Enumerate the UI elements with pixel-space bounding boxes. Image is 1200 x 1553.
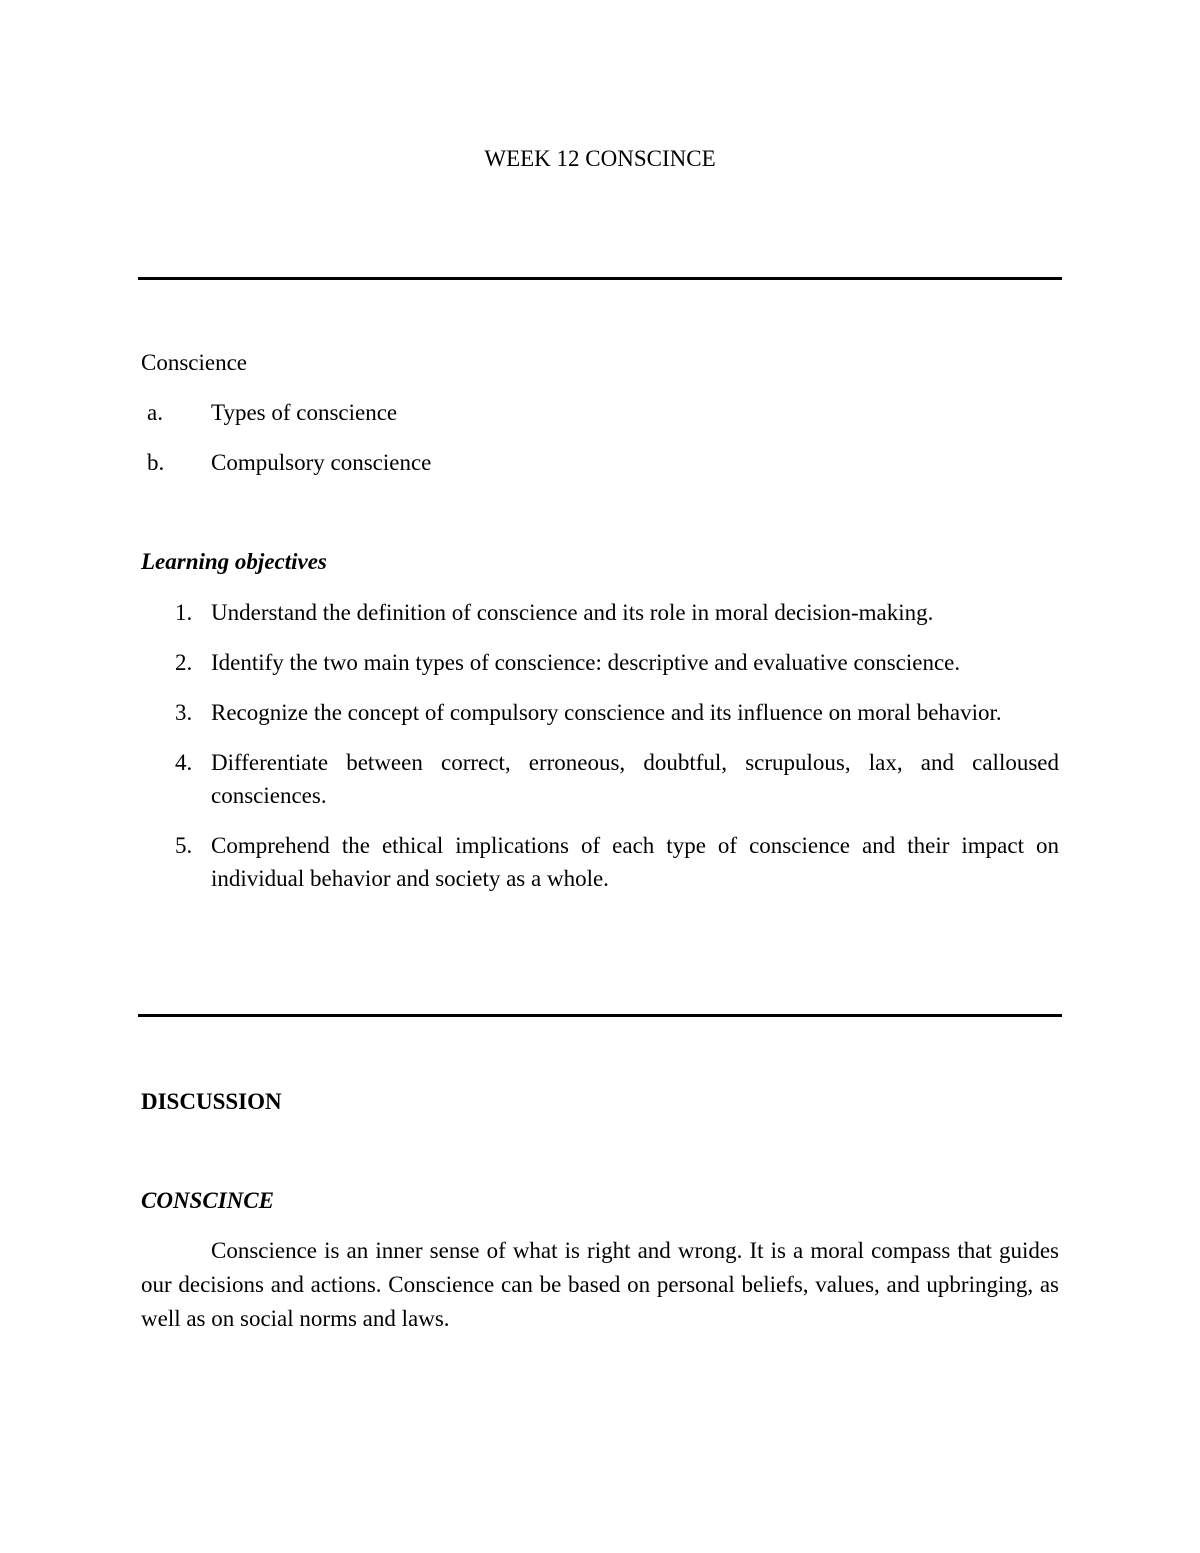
page-title: WEEK 12 CONSCINCE xyxy=(484,146,716,171)
list-item-text: Comprehend the ethical implications of each type of conscience and their impact on individual behavior and society as a whole. xyxy=(211,833,1059,891)
list-marker: 3. xyxy=(175,700,193,725)
list-item xyxy=(141,596,1059,629)
horizontal-divider-top xyxy=(138,277,1062,280)
horizontal-divider-bottom xyxy=(138,1014,1062,1017)
list-item-text: Identify the two main types of conscience: descriptive and evaluative conscience. xyxy=(211,650,961,675)
objectives-list xyxy=(141,596,1059,912)
overview-heading: Conscience xyxy=(141,350,248,375)
list-marker: 5. xyxy=(175,833,193,858)
learning-objectives-heading: Learning objectives xyxy=(141,549,327,574)
list-item xyxy=(141,829,1059,895)
list-item xyxy=(141,398,1059,448)
list-item-text: Understand the definition of conscience and its role in moral decision-making. xyxy=(211,600,934,625)
list-item-text: Recognize the concept of compulsory conscience and its influence on moral behavior. xyxy=(211,700,1002,725)
list-marker: b. xyxy=(147,450,165,475)
list-item-text: Types of conscience xyxy=(211,400,398,425)
discussion-paragraph: Conscience is an inner sense of what is right and wrong. It is a moral compass that guides our decisions and actions. Conscience can be based on personal beliefs, values, and upbringing, as well as on social norms and laws. xyxy=(141,1238,1059,1331)
list-item xyxy=(141,696,1059,729)
list-marker: 2. xyxy=(175,650,193,675)
discussion-heading: DISCUSSION xyxy=(141,1089,282,1114)
list-marker: 1. xyxy=(175,600,193,625)
list-item-text: Differentiate between correct, erroneous, doubtful, scrupulous, lax, and calloused consciences. xyxy=(211,750,1059,808)
list-item-text: Compulsory conscience xyxy=(211,450,432,475)
list-marker: 4. xyxy=(175,750,193,775)
list-item xyxy=(141,646,1059,679)
list-marker: a. xyxy=(147,400,163,425)
topic-list xyxy=(141,398,1059,498)
discussion-subheading: CONSCINCE xyxy=(141,1188,274,1213)
list-item xyxy=(141,746,1059,812)
list-item xyxy=(141,448,1059,498)
